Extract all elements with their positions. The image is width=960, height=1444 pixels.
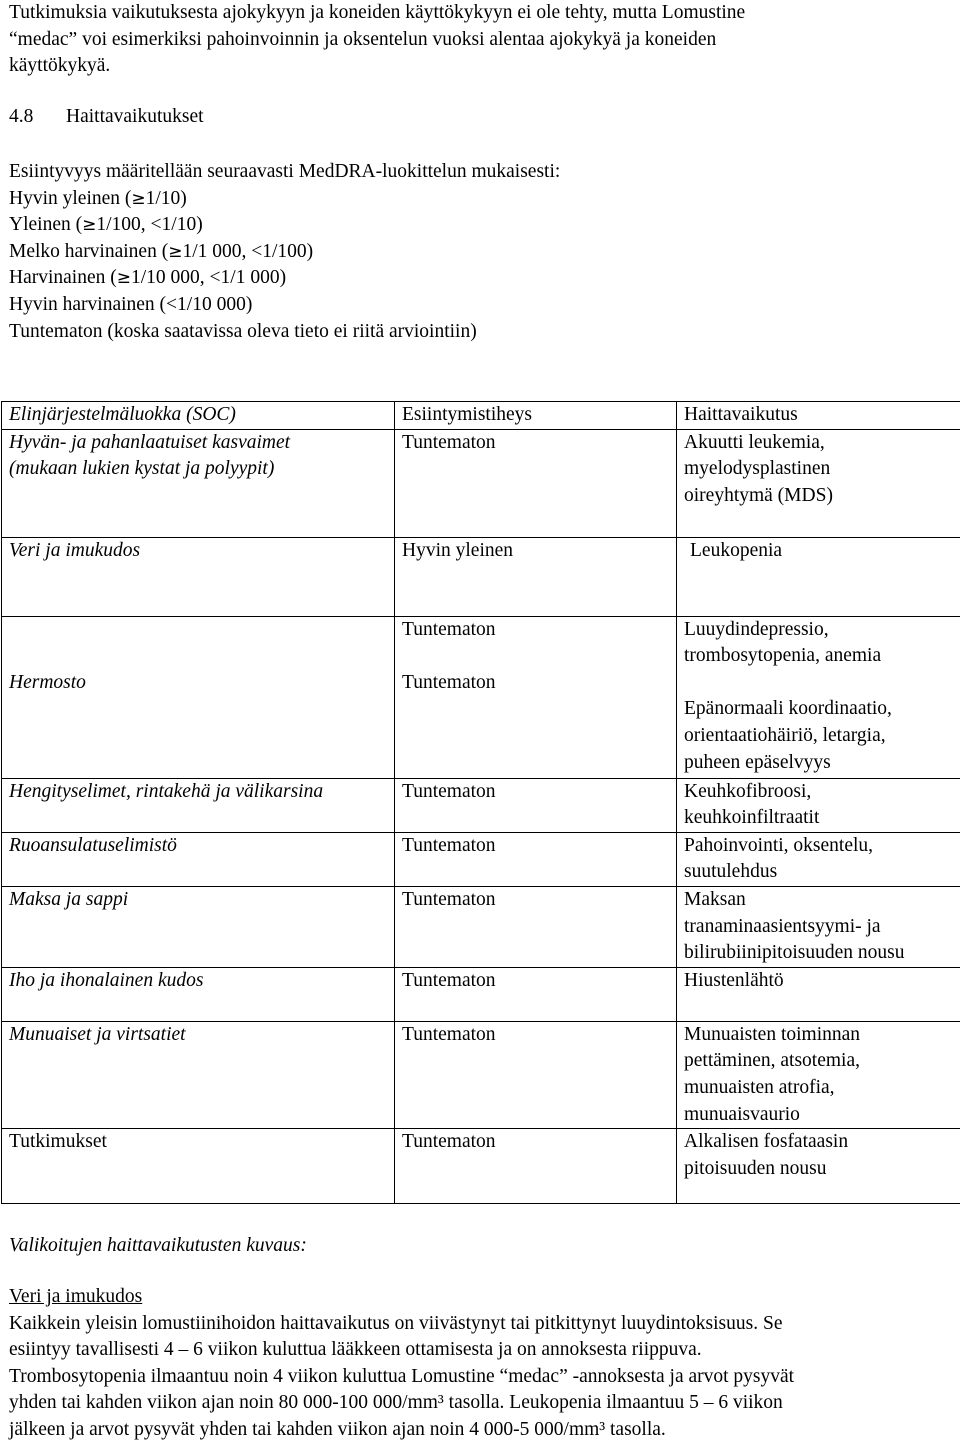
body-line: Trombosytopenia ilmaantuu noin 4 viikon kuluttua Lomustine “medac” -annoksesta ja arvot pysyvät <box>9 1364 949 1391</box>
section-number: 4.8 <box>9 104 66 131</box>
frequency-cell: Hyvin yleinen <box>395 537 677 616</box>
table-row <box>2 616 960 778</box>
frequency-item: Tuntematon (koska saatavissa oleva tieto ei riitä arviointiin) <box>9 319 949 346</box>
table-row <box>2 832 960 886</box>
column-header-effect: Haittavaikutus <box>677 402 960 430</box>
adverse-effects-table <box>1 401 960 1204</box>
section-heading <box>9 104 204 131</box>
effect-cell: Alkalisen fosfataasin pitoisuuden nousu <box>677 1129 960 1204</box>
effect-cell: Hiustenlähtö <box>677 967 960 1021</box>
frequency-cell: Tuntematon <box>395 1021 677 1128</box>
selected-effects-heading: Valikoitujen haittavaikutusten kuvaus: <box>9 1233 949 1260</box>
effect-cell: Maksan tranaminaasientsyymi- ja bilirubiinipitoisuuden nousu <box>677 886 960 967</box>
column-header-soc: Elinjärjestelmäluokka (SOC) <box>2 402 395 430</box>
frequency-cell: Tuntematon <box>395 832 677 886</box>
frequency-item: Hyvin yleinen (≥1/10) <box>9 186 949 213</box>
soc-cell: Hyvän- ja pahanlaatuiset kasvaimet (mukaan lukien kystat ja polyypit) <box>2 429 395 537</box>
soc-cell: Hermosto <box>2 616 395 778</box>
frequency-cell: Tuntematon <box>395 1129 677 1204</box>
effect-cell: Akuutti leukemia, myelodysplastinen oireyhtymä (MDS) <box>677 429 960 537</box>
table-row <box>2 537 960 616</box>
soc-cell: Ruoansulatuselimistö <box>2 832 395 886</box>
frequency-cell: Tuntematon <box>395 886 677 967</box>
soc-cell: Hengityselimet, rintakehä ja välikarsina <box>2 778 395 832</box>
frequency-item: Melko harvinainen (≥1/1 000, <1/100) <box>9 239 949 266</box>
intro-paragraph <box>9 0 949 80</box>
effect-cell: Luuydindepressio, trombosytopenia, anemia Epänormaali koordinaatio, orientaatiohäiriö, letargia, puheen epäselvyys <box>677 616 960 778</box>
table-row <box>2 429 960 537</box>
table-header-row <box>2 402 960 430</box>
effect-cell: Pahoinvointi, oksentelu, suutulehdus <box>677 832 960 886</box>
body-line: Kaikkein yleisin lomustiinihoidon haittavaikutus on viivästynyt tai pitkittynyt luuydintoksisuus. Se <box>9 1311 949 1338</box>
intro-line: “medac” voi esimerkiksi pahoinvoinnin ja oksentelun vuoksi alentaa ajokykyä ja koneiden <box>9 27 949 54</box>
subsection-title: Veri ja imukudos <box>9 1284 949 1311</box>
soc-cell: Veri ja imukudos <box>2 537 395 616</box>
soc-cell: Munuaiset ja virtsatiet <box>2 1021 395 1128</box>
effect-cell: Keuhkofibroosi, keuhkoinfiltraatit <box>677 778 960 832</box>
body-line: esiintyy tavallisesti 4 – 6 viikon kuluttua lääkkeen ottamisesta ja on annoksesta riippuva. <box>9 1337 949 1364</box>
table-row <box>2 778 960 832</box>
frequency-item: Harvinainen (≥1/10 000, <1/1 000) <box>9 265 949 292</box>
soc-cell: Tutkimukset <box>2 1129 395 1204</box>
blood-section <box>9 1284 949 1444</box>
column-header-frequency: Esiintymistiheys <box>395 402 677 430</box>
table-row <box>2 1129 960 1204</box>
table-row <box>2 1021 960 1128</box>
frequency-item: Hyvin harvinainen (<1/10 000) <box>9 292 949 319</box>
effect-cell: Leukopenia <box>677 537 960 616</box>
effect-cell: Munuaisten toiminnan pettäminen, atsotemia, munuaisten atrofia, munuaisvaurio <box>677 1021 960 1128</box>
frequency-cell: Tuntematon <box>395 429 677 537</box>
soc-cell: Iho ja ihonalainen kudos <box>2 967 395 1021</box>
section-title: Haittavaikutukset <box>66 106 204 127</box>
frequency-item: Yleinen (≥1/100, <1/10) <box>9 212 949 239</box>
frequency-cell: Tuntematon <box>395 967 677 1021</box>
frequency-intro: Esiintyvyys määritellään seuraavasti MedDRA-luokittelun mukaisesti: <box>9 159 949 186</box>
frequency-cell: Tuntematon <box>395 778 677 832</box>
intro-line: Tutkimuksia vaikutuksesta ajokykyyn ja koneiden käyttökykyyn ei ole tehty, mutta Lomustine <box>9 0 949 27</box>
table-row <box>2 967 960 1021</box>
body-line: jälkeen ja arvot pysyvät yhden tai kahden viikon ajan noin 4 000-5 000/mm³ tasolla. <box>9 1417 949 1444</box>
table-row <box>2 886 960 967</box>
body-line: yhden tai kahden viikon ajan noin 80 000-100 000/mm³ tasolla. Leukopenia ilmaantuu 5 – 6 viikon <box>9 1390 949 1417</box>
intro-line: käyttökykyä. <box>9 53 949 80</box>
frequency-cell: Tuntematon Tuntematon <box>395 616 677 778</box>
frequency-definitions <box>9 159 949 345</box>
soc-cell: Maksa ja sappi <box>2 886 395 967</box>
